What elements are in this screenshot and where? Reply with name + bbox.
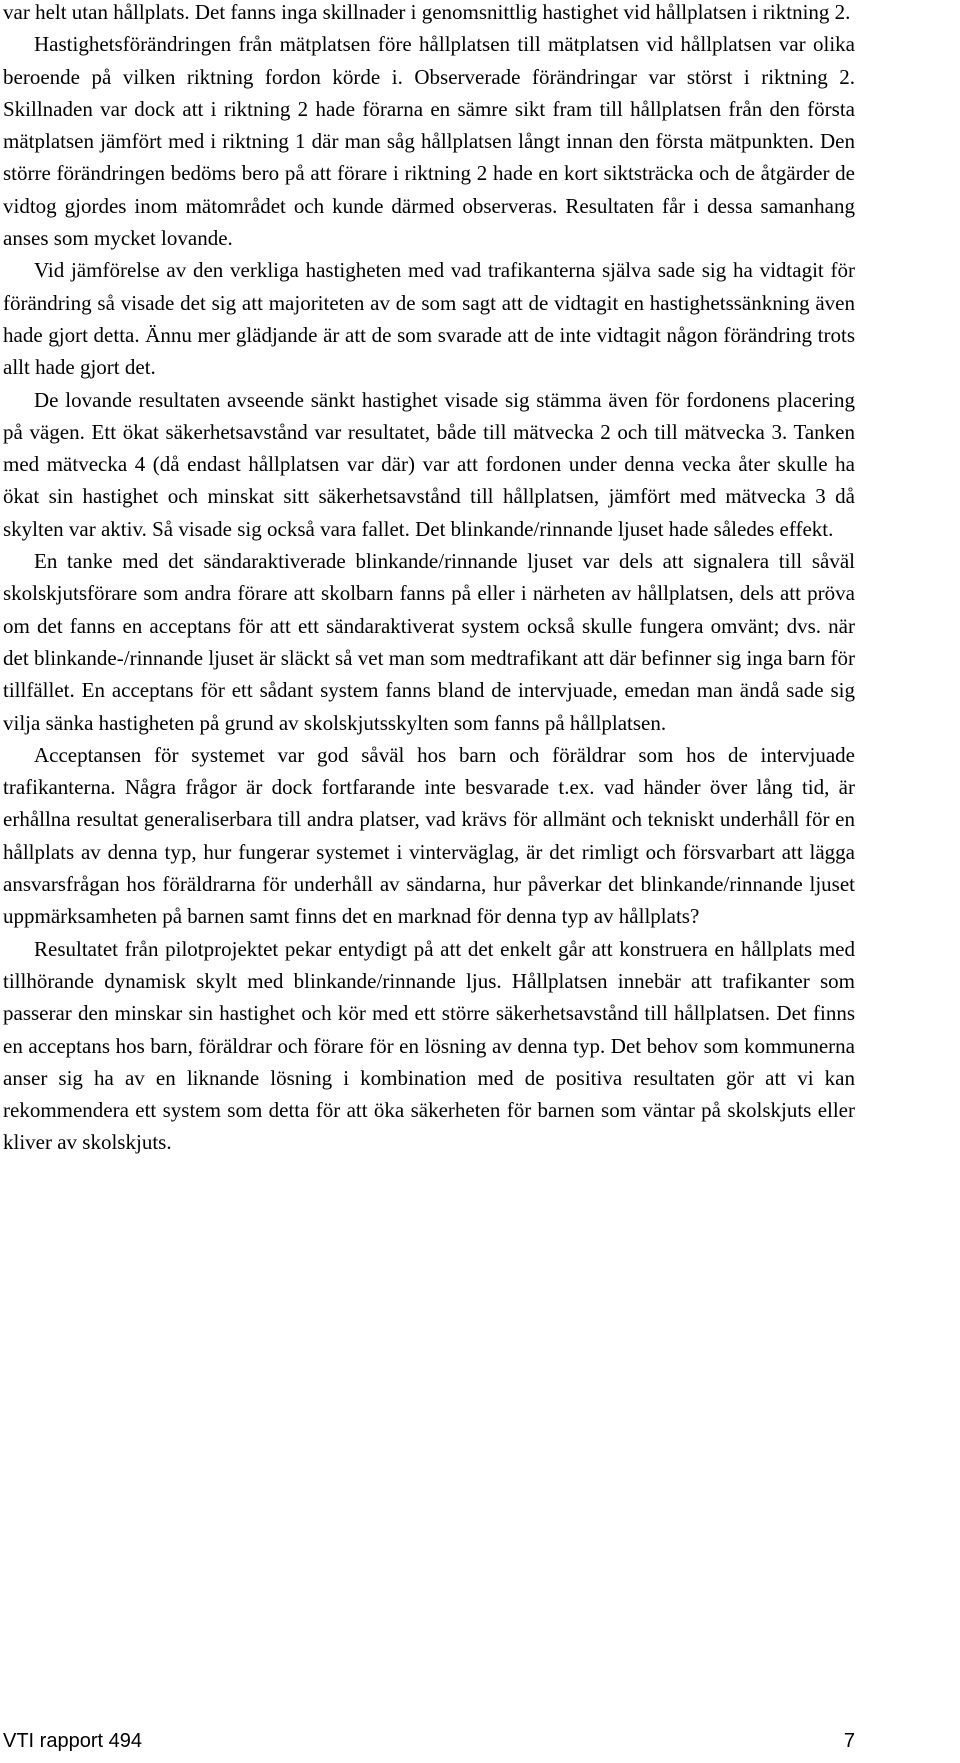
document-body bbox=[3, 0, 855, 1159]
paragraph-acceptance: Acceptansen för systemet var god såväl hos barn och föräldrar som hos de intervjuade trafikanterna. Några frågor är dock fortfarande inte besvarade t.ex. vad händer över lång tid, är erhållna resultat generaliserbara till andra platser, vad krävs för allmänt och tekniskt underhåll för en hållplats av denna typ, hur fungerar systemet i vinterväglag, är det rimligt och försvarbart att lägga ansvarsfrågan hos föräldrarna för underhåll av sändarna, hur påverkar det blinkande/rinnande ljuset uppmärksamheten på barnen samt finns det en marknad för denna typ av hållplats? bbox=[3, 742, 855, 929]
paragraph-continuation: var helt utan hållplats. Det fanns inga skillnader i genomsnittlig hastighet vid hållplatsen i riktning 2. bbox=[3, 0, 851, 24]
report-label: VTI rapport 494 bbox=[3, 1730, 142, 1752]
paragraph-vehicle-placement: De lovande resultaten avseende sänkt hastighet visade sig stämma även för fordonens placering på vägen. Ett ökat säkerhetsavstånd var resultatet, både till mätvecka 2 och till mätvecka 3. Tanken med mätvecka 4 (då endast hållplatsen var där) var att fordonen under denna vecka åter skulle ha ökat sin hastighet och minskat sitt säkerhetsavstånd till hållplatsen, jämfört med mätvecka 3 då skylten var aktiv. Så visade sig också vara fallet. Det blinkande/rinnande ljuset hade således effekt. bbox=[3, 387, 855, 541]
paragraph-comparison: Vid jämförelse av den verkliga hastigheten med vad trafikanterna själva sade sig ha vidtagit för förändring så visade det sig att majoriteten av de som sagt att de vidtagit en hastighetssänkning även hade gjort detta. Ännu mer glädjande är att de som svarade att de inte vidtagit någon förändring trots allt hade gjort det. bbox=[3, 258, 855, 380]
paragraph-conclusion: Resultatet från pilotprojektet pekar entydigt på att det enkelt går att konstruera en hållplats med tillhörande dynamisk skylt med blinkande/rinnande ljus. Hållplatsen innebär att trafikanter som passerar den minskar sin hastighet och kör med ett större säkerhetsavstånd till hållplatsen. Det finns en acceptans hos barn, föräldrar och förare för en lösning av denna typ. Det behov som kommunerna anser sig ha av en liknande lösning i kombination med de positiva resultaten gör att vi kan rekommendera ett system som detta för att öka säkerheten för barnen som väntar på skolskjuts eller kliver av skolskjuts. bbox=[3, 936, 855, 1155]
paragraph-speed-change: Hastighetsförändringen från mätplatsen före hållplatsen till mätplatsen vid hållplatsen var olika beroende på vilken riktning fordon körde i. Observerade förändringar var störst i riktning 2. Skillnaden var dock att i riktning 2 hade förarna en sämre sikt fram till hållplatsen från den första mätplatsen jämfört med i riktning 1 där man såg hållplatsen långt innan den första mätpunkten. Den större förändringen bedöms bero på att förare i riktning 2 hade en kort siktsträcka och de åtgärder de vidtog gjordes inom mätområdet och kunde därmed observeras. Resultaten får i dessa samanhang anses som mycket lovande. bbox=[3, 32, 855, 251]
page-number: 7 bbox=[843, 1730, 855, 1752]
paragraph-transmitter-system: En tanke med det sändaraktiverade blinkande/rinnande ljuset var dels att signalera till såväl skolskjutsförare som andra förare att skolbarn fanns på eller i närheten av hållplatsen, dels att pröva om det fanns en acceptans för att ett sändaraktiverat system också skulle fungera omvänt; dvs. när det blinkande-/rinnande ljuset är släckt så vet man som medtrafikant att där befinner sig inga barn för tillfället. En acceptans för ett sådant system fanns bland de intervjuade, emedan man ändå sade sig vilja sänka hastigheten på grund av skolskjutsskylten som fanns på hållplatsen. bbox=[3, 549, 855, 735]
